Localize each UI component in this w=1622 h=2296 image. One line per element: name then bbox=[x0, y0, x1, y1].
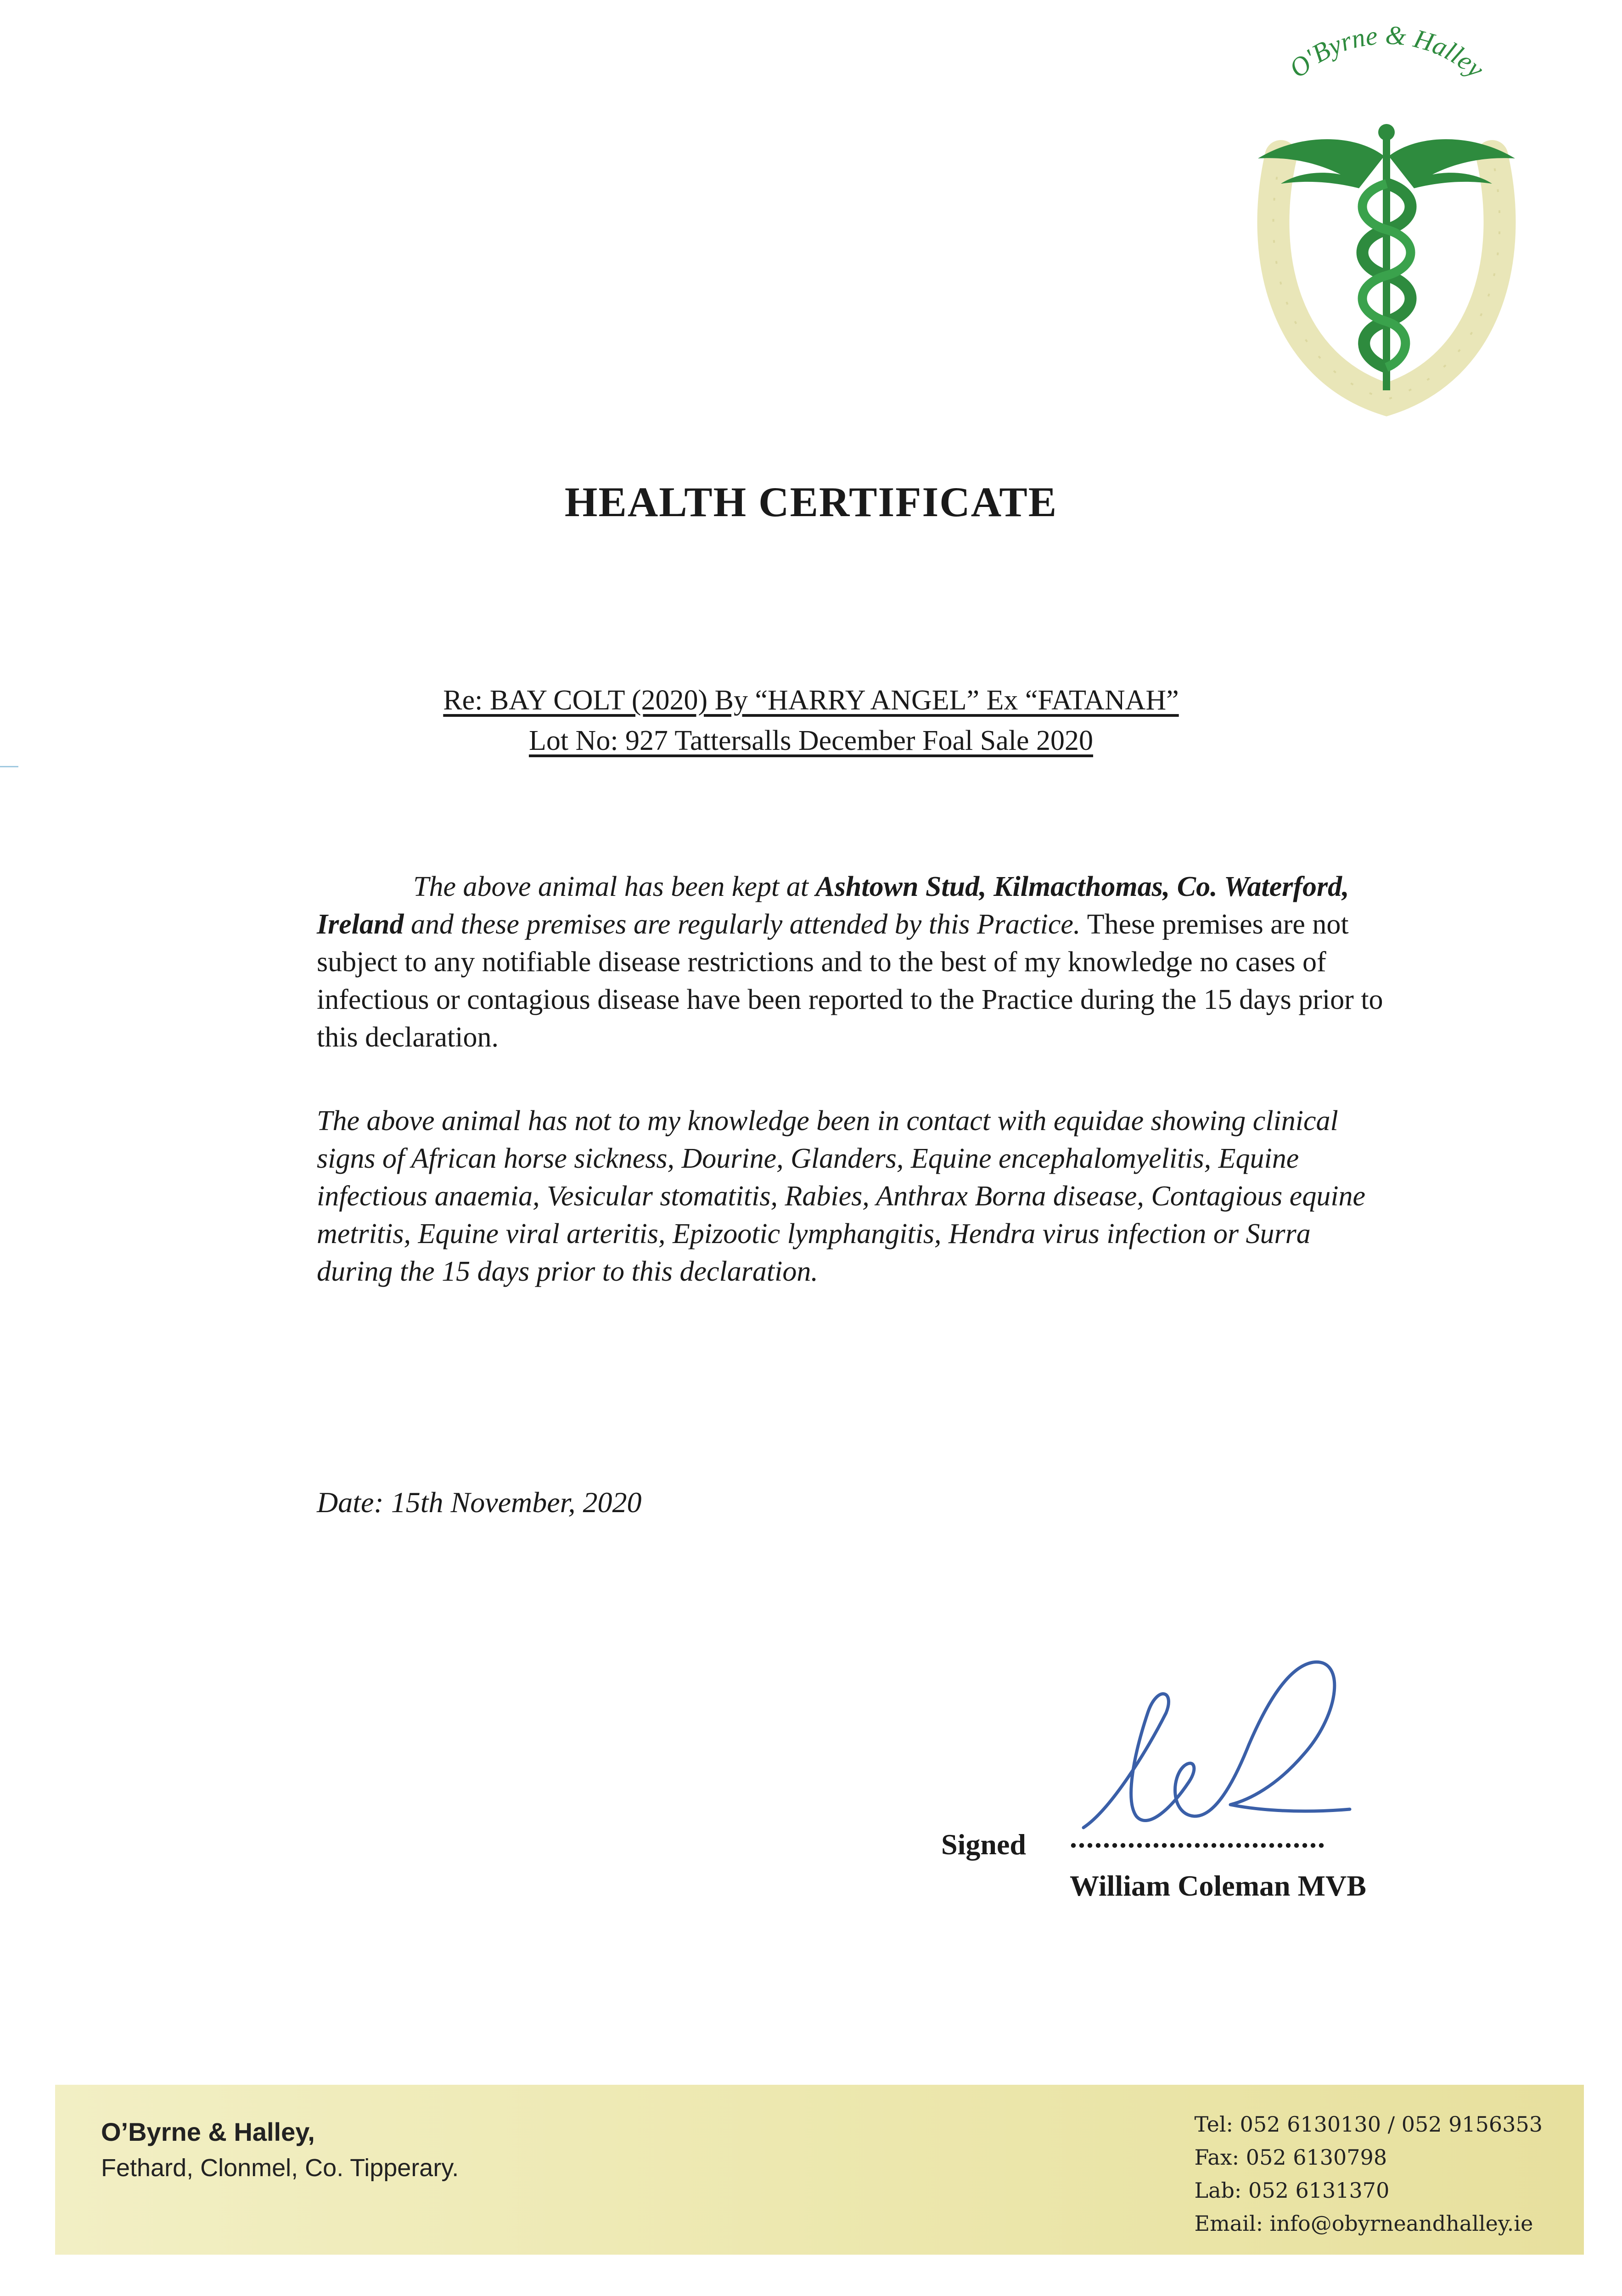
document-title: HEALTH CERTIFICATE bbox=[564, 478, 1058, 525]
premises-location: Ashtown Stud, Kilmacthomas, Co. Waterford, Ireland bbox=[317, 871, 1349, 940]
disease-contact-paragraph: The above animal has not to my knowledge been in contact with equidae showing clinical signs of African horse sickness, Dourine, Glanders, Equine encephalomyelitis, Equine infectious anaemia, Vesicular stomatitis, Rabies, Anthrax Borna disease, Contagious equine metritis, Equine viral arteritis, Epizootic lymphangitis, Hendra virus infection or Surra during the 15 days prior to this declaration. bbox=[317, 1105, 1366, 1287]
para1-intro: The above animal has been kept at bbox=[413, 871, 808, 902]
reference-line-2: Lot No: 927 Tattersalls December Foal Sale 2020 bbox=[528, 725, 1094, 756]
svg-text:O'Byrne & Halley bbox=[1283, 20, 1490, 84]
footer-contact-block bbox=[1195, 2108, 1543, 2240]
obyrne-halley-logo bbox=[1203, 18, 1570, 432]
para1-attended: and these premises are regularly attended by this Practice. bbox=[410, 909, 1081, 940]
reference-line-1: Re: BAY COLT (2020) By “HARRY ANGEL” Ex “FATANAH” bbox=[443, 685, 1179, 716]
footer-email[interactable]: Email: info@obyrneandhalley.ie bbox=[1194, 2211, 1533, 2236]
signer-name: William Coleman MVB bbox=[1070, 1869, 1366, 1902]
letterhead-footer bbox=[55, 2085, 1584, 2255]
para1-body: These premises are not subject to any notifiable disease restrictions and to the best of my knowledge no cases of infectious or contagious disease have been reported to the Practice during the 15 days prior to this declaration. bbox=[317, 909, 1383, 1053]
footer-company-name: O’Byrne & Halley, bbox=[101, 2117, 315, 2146]
signature-line: ............................... bbox=[1070, 1821, 1326, 1854]
footer-fax: Fax: 052 6130798 bbox=[1194, 2145, 1387, 2170]
footer-lab: Lab: 052 6131370 bbox=[1194, 2178, 1390, 2203]
premises-paragraph bbox=[317, 868, 1386, 1056]
scan-edge-mark bbox=[0, 766, 18, 767]
declaration-date: Date: 15th November, 2020 bbox=[317, 1486, 642, 1519]
footer-tel: Tel: 052 6130130 / 052 9156353 bbox=[1194, 2112, 1543, 2137]
logo-text: O'Byrne & Halley bbox=[1283, 20, 1490, 84]
signed-label: Signed bbox=[941, 1828, 1026, 1861]
footer-address: Fethard, Clonmel, Co. Tipperary. bbox=[101, 2154, 459, 2182]
